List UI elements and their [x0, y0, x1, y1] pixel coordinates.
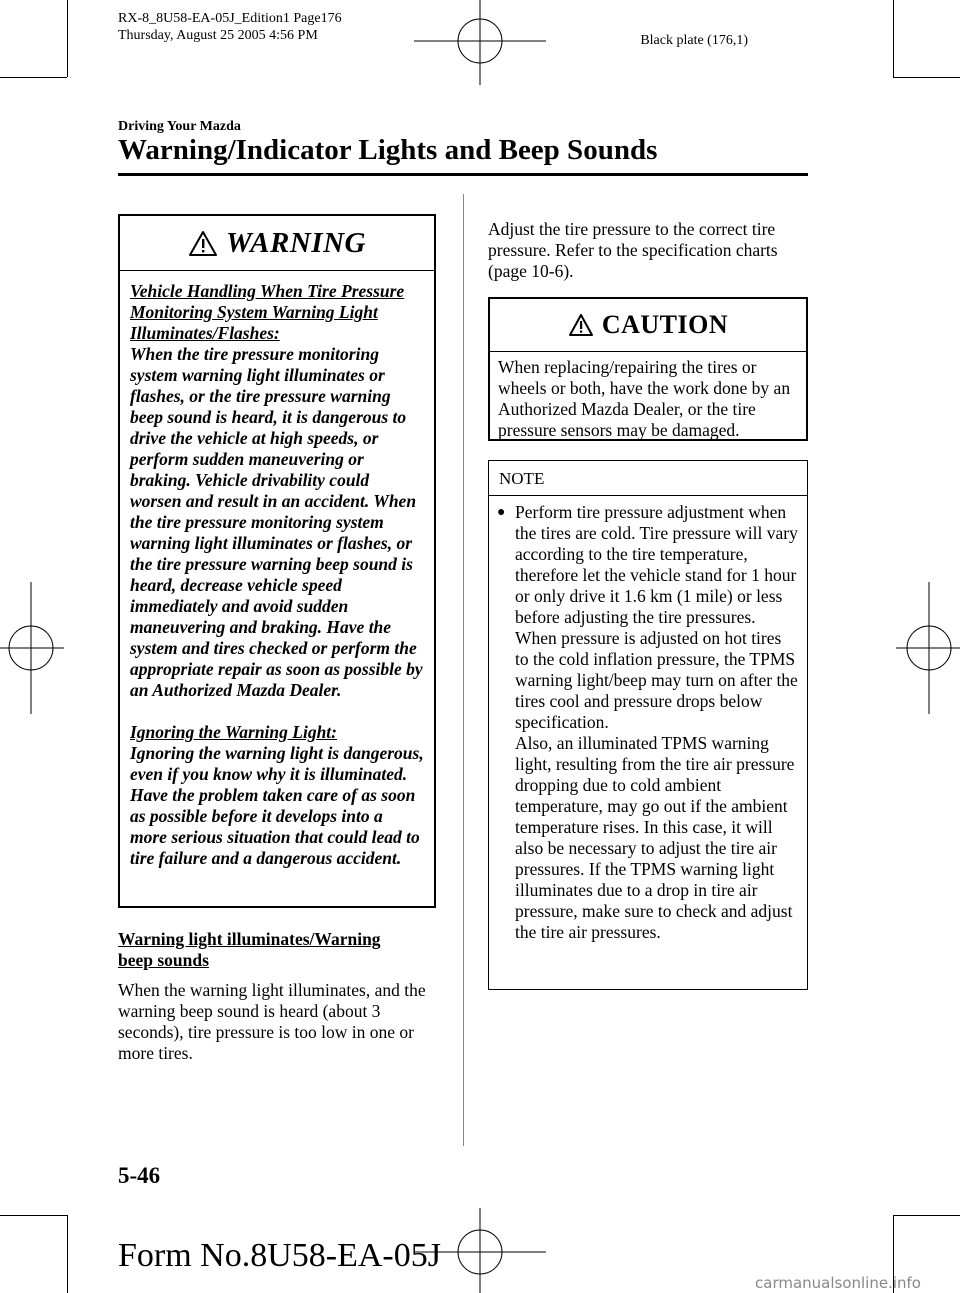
caution-text: When replacing/repairing the tires or wheels or both, have the work done by an Authorized Mazda Dealer, or the tire pressure sensors may be damaged. [498, 357, 791, 440]
form-number: Form No.8U58-EA-05J [118, 1237, 441, 1274]
caution-triangle-icon [568, 313, 594, 337]
warning-label: WARNING [226, 226, 366, 259]
page-title: Warning/Indicator Lights and Beep Sounds [118, 134, 658, 166]
note-body [489, 496, 807, 943]
registration-target-top [414, 0, 546, 85]
print-line-1: RX-8_8U58-EA-05J_Edition1 Page176 [118, 11, 342, 26]
plate-label: Black plate (176,1) [640, 33, 748, 48]
watermark: carmanualsonline.info [755, 1274, 921, 1292]
note-label: NOTE [489, 461, 807, 496]
warning-text-ignoring: Ignoring the warning light is dangerous, even if you know why it is illuminated. Have the problem taken care of as soon as possible before it develops into a more serious situation that could lead to tire failure and a dangerous accident. [130, 743, 424, 868]
warning-heading-handling: Vehicle Handling When Tire Pressure Monitoring System Warning Light Illuminates/Flashes: [130, 281, 405, 343]
warning-heading-ignoring: Ignoring the Warning Light: [130, 722, 337, 742]
warning-body [120, 271, 434, 869]
note-box [488, 460, 808, 990]
registration-target-right [896, 582, 960, 714]
paragraph-adjust-pressure: Adjust the tire pressure to the correct tire pressure. Refer to the specification charts (page 10-6). [488, 219, 778, 281]
title-rule [118, 173, 808, 176]
note-bullet-continuation: Also, an illuminated TPMS warning light, resulting from the tire air pressure dropping due to cold ambient temperature, may go out if the ambient temperature rises. In this case, it will also be necessary to adjust the tire air pressures. If the TPMS warning light illuminates due to a drop in tire air pressure, make sure to check and adjust the tire air pressures. [515, 733, 795, 942]
caution-header [490, 299, 806, 352]
subheading-warning-light: Warning light illuminates/Warning beep sounds [118, 929, 381, 970]
bullet-icon: ● [497, 505, 506, 520]
warning-text-handling: When the tire pressure monitoring system warning light illuminates or flashes, or the tire pressure warning beep sound is heard, it is dangerous to drive the vehicle at high speeds, or perform sudden maneuvering or braking. Vehicle drivability could worsen and result in an accident. When the tire pressure monitoring system warning light illuminates or flashes, or the tire pressure warning beep sound is heard, decrease vehicle speed immediately and avoid sudden maneuvering and braking. Have the system and tires checked or perform the appropriate repair as soon as possible by an Authorized Mazda Dealer. [130, 344, 423, 700]
note-bullet-text: Perform tire pressure adjustment when the tires are cold. Tire pressure will vary according to the tire temperature, therefore let the vehicle stand for 1 hour or only drive it 1.6 km (1 mile) or less before adjusting the tire pressures. When pressure is adjusted on hot tires to the cold inflation pressure, the TPMS warning light/beep may turn on after the tires cool and pressure drops below specification. [515, 502, 798, 732]
warning-box [118, 214, 436, 908]
caution-box [488, 297, 808, 441]
section-label: Driving Your Mazda [118, 119, 241, 134]
paragraph-warning-light: When the warning light illuminates, and the warning beep sound is heard (about 3 seconds), tire pressure is too low in one or more tires. [118, 980, 426, 1063]
caution-label: CAUTION [601, 310, 729, 339]
print-metadata [118, 10, 342, 44]
registration-target-left [0, 582, 64, 714]
list-item [497, 502, 799, 943]
column-divider [463, 194, 464, 1146]
print-line-2: Thursday, August 25 2005 4:56 PM [118, 28, 318, 43]
page-number: 5-46 [118, 1163, 161, 1188]
warning-triangle-icon [188, 230, 218, 257]
warning-header [120, 216, 434, 271]
